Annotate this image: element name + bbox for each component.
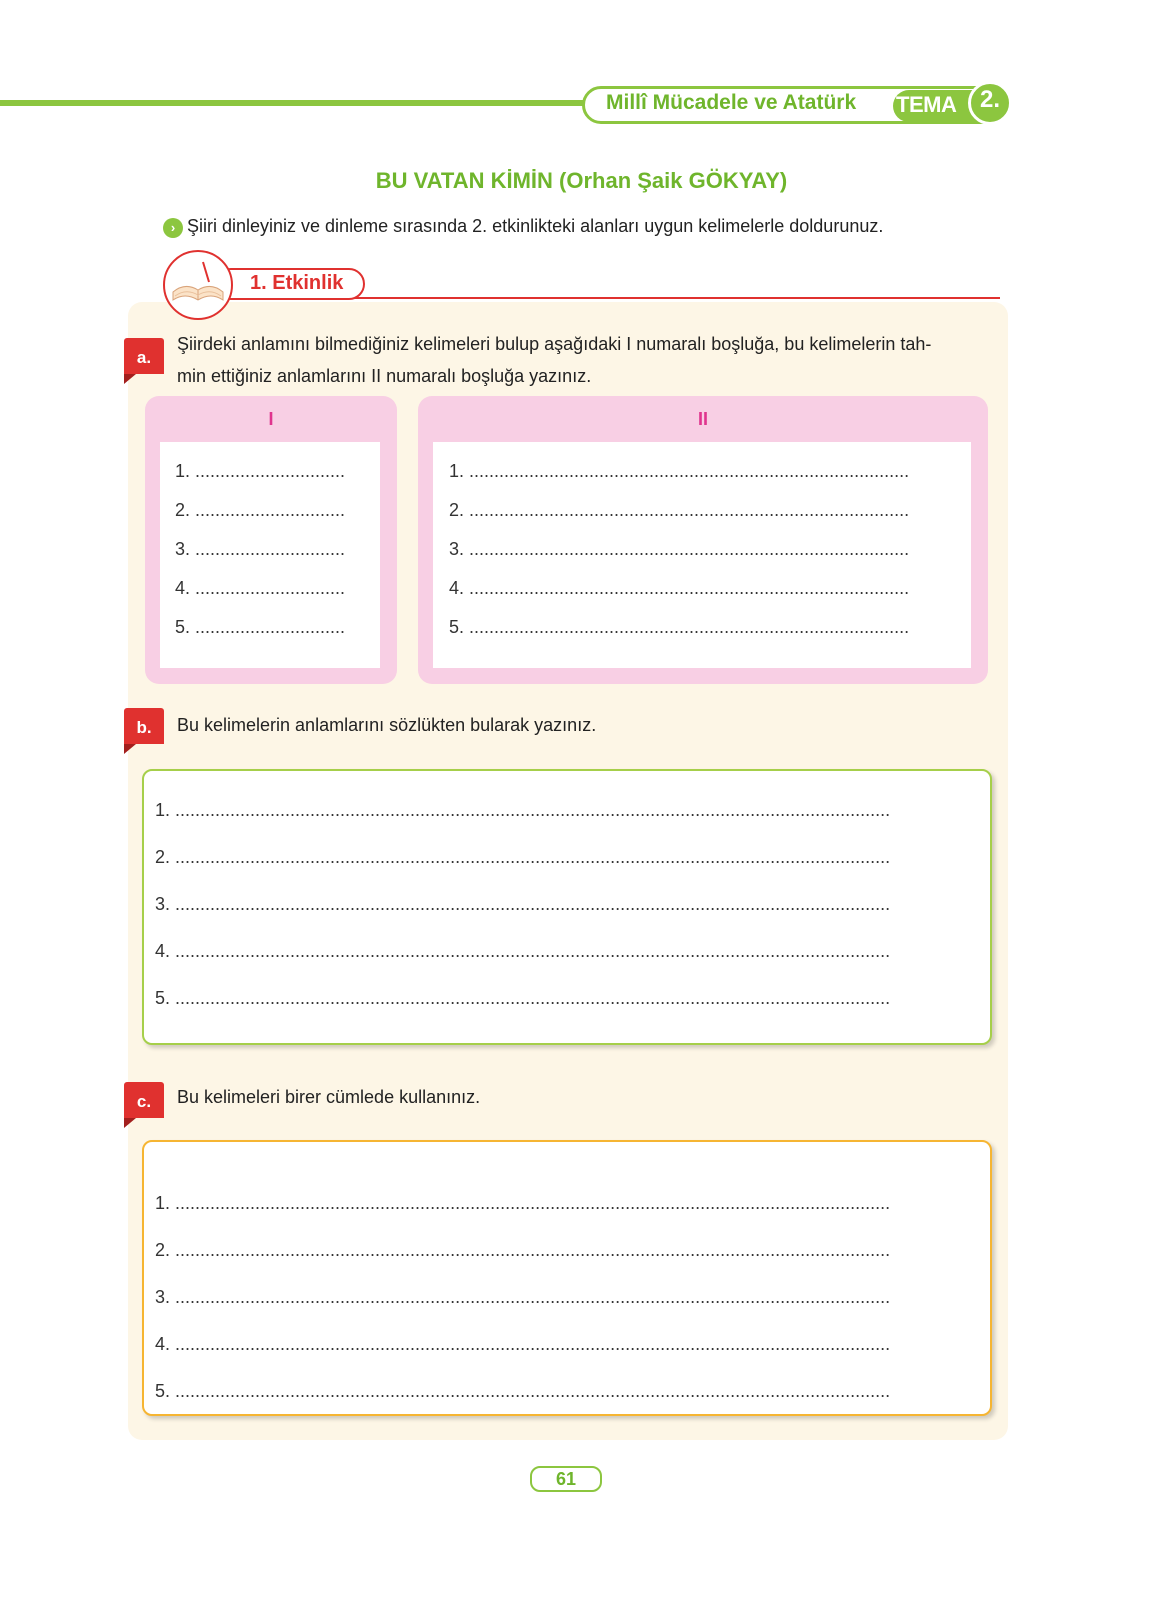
header-rule bbox=[0, 100, 600, 106]
chevron-right-icon: › bbox=[163, 218, 183, 238]
answer-line[interactable]: 3. ............................................................................................................................................... bbox=[155, 1287, 891, 1307]
section-a-text-line1: Şiirdeki anlamını bilmediğiniz kelimeleri bulup aşağıdaki I numaralı boşluğa, bu kelimelerin tah- bbox=[177, 334, 932, 354]
section-c-text: Bu kelimeleri birer cümlede kullanınız. bbox=[177, 1087, 481, 1107]
theme-title: Millî Mücadele ve Atatürk bbox=[606, 91, 857, 114]
column-ii-line[interactable]: 3. ........................................................................................ bbox=[449, 539, 910, 559]
page-title: BU VATAN KİMİN (Orhan Şaik GÖKYAY) bbox=[375, 168, 788, 193]
answer-line[interactable]: 3. ............................................................................................................................................... bbox=[155, 894, 891, 914]
step-tab-c: c. bbox=[124, 1082, 164, 1118]
column-ii-line[interactable]: 4. ........................................................................................ bbox=[449, 578, 910, 598]
column-i-header: I bbox=[268, 409, 274, 429]
answer-line[interactable]: 4. ............................................................................................................................................... bbox=[155, 1334, 891, 1354]
column-ii-header: II bbox=[697, 409, 708, 429]
tema-word: TEMA bbox=[896, 92, 957, 117]
section-a-text-line2: min ettiğiniz anlamlarını II numaralı boşluğa yazınız. bbox=[177, 366, 592, 386]
answer-line[interactable]: 5. ............................................................................................................................................... bbox=[155, 988, 891, 1008]
activity-label: 1. Etkinlik bbox=[250, 272, 344, 294]
answer-box-c bbox=[142, 1140, 992, 1416]
instruction-text: Şiiri dinleyiniz ve dinleme sırasında 2. etkinlikteki alanları uygun kelimelerle doldurunuz. bbox=[187, 216, 884, 236]
column-i-line[interactable]: 1. .............................. bbox=[175, 461, 346, 481]
page-number: 61 bbox=[555, 1469, 577, 1489]
column-i-line[interactable]: 2. .............................. bbox=[175, 500, 346, 520]
tema-number: 2. bbox=[979, 86, 1000, 113]
answer-line[interactable]: 1. ............................................................................................................................................... bbox=[155, 1193, 891, 1213]
column-ii-line[interactable]: 2. ........................................................................................ bbox=[449, 500, 910, 520]
section-b-text: Bu kelimelerin anlamlarını sözlükten bularak yazınız. bbox=[177, 715, 597, 735]
book-icon bbox=[163, 250, 233, 320]
answer-line[interactable]: 5. ............................................................................................................................................... bbox=[155, 1381, 891, 1401]
column-i-line[interactable]: 5. .............................. bbox=[175, 617, 346, 637]
answer-line[interactable]: 2. ............................................................................................................................................... bbox=[155, 847, 891, 867]
step-tab-a: a. bbox=[124, 338, 164, 374]
column-ii-line[interactable]: 1. ........................................................................................ bbox=[449, 461, 910, 481]
answer-line[interactable]: 4. ............................................................................................................................................... bbox=[155, 941, 891, 961]
step-tab-b: b. bbox=[124, 708, 164, 744]
column-ii-line[interactable]: 5. ........................................................................................ bbox=[449, 617, 910, 637]
answer-line[interactable]: 2. ............................................................................................................................................... bbox=[155, 1240, 891, 1260]
column-i-line[interactable]: 4. .............................. bbox=[175, 578, 346, 598]
answer-line[interactable]: 1. ............................................................................................................................................... bbox=[155, 800, 891, 820]
column-i-line[interactable]: 3. .............................. bbox=[175, 539, 346, 559]
